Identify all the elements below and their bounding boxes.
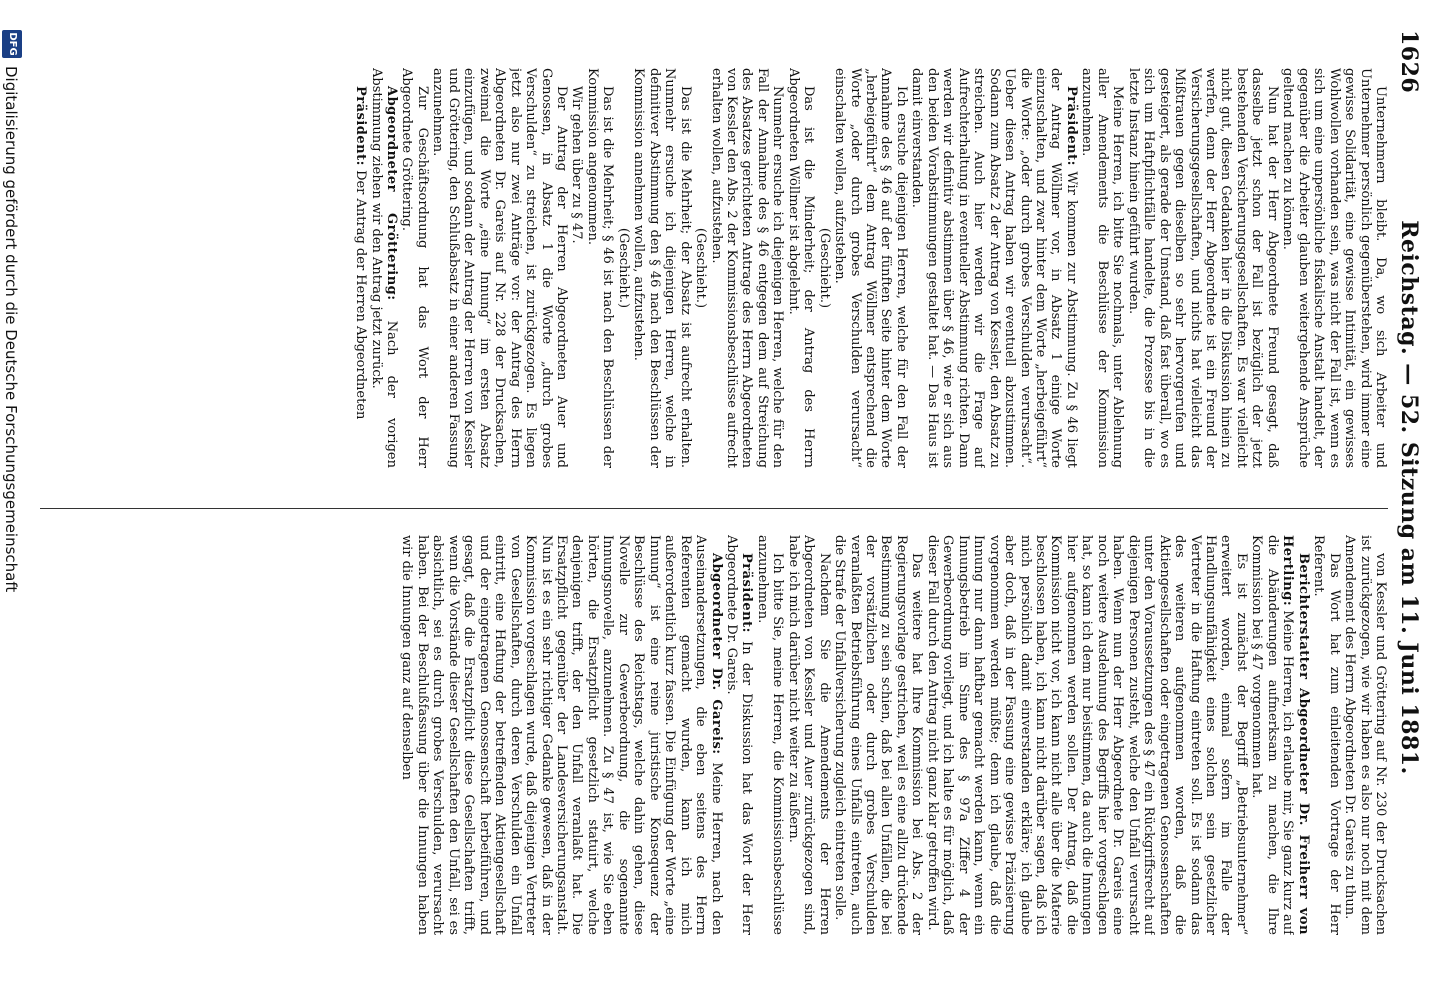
paragraph: [724, 535, 755, 935]
left-text-column: [26, 68, 1388, 468]
paragraph-text: Das weitere hat Ihre Kommission bei Abs. 2 der Regierungsvorlage gestrichen, weil es eine allzu drückende Bestimmung zu sein schien, daß bei allen Unfällen, die bei der vorsätzlichen oder durch grobes Verschulden veranlaßten Betriebsführung eines Unfalls eintreten, auch die Strafe der Unfallversicherung zugleich eintreten solle.: [832, 535, 925, 935]
page-title: Reichstag. — 52. Sitzung am 11. Juni 1881.: [1396, 220, 1422, 775]
speaker-name: Präsident:: [739, 553, 755, 633]
paragraph: [631, 68, 693, 468]
paragraph-text: Zur Geschäftsordnung hat das Wort der Herr Abgeordnete Gröttering.: [399, 68, 430, 468]
paragraph: [584, 68, 615, 468]
paragraph: [615, 68, 630, 468]
paragraph: [399, 535, 724, 935]
paragraph-text: Das Wort hat zum einleitenden Vortrage der Herr Referent.: [1311, 535, 1342, 935]
paragraph-text: Unternehmern bleibt. Da, wo sich Arbeiter und Unternehmer persönlich gegenüberstehen, wird immer eine gewisse Solidarität, eine gewisse Intimität, ein gewisses Wohlwollen vorhanden sein, was nicht der Fall ist, wenn es sich um eine unpersönliche fiskalische Anstalt handelt, der gegenüber die Arbeiter glauben weitergehende Ansprüche geltend machen zu können.: [1280, 68, 1388, 468]
paragraph-text: Nun hat der Herr Abgeordnete Freund gesagt, daß dasselbe jetzt schon der Fall ist bezüglich der jetzt bestehenden Versicherungsgesellschaften. Es war vielleicht nicht gut, diesen Gedanken hier in die Diskussion hinein zu werfen, denn der Herr Abgeordnete ist ein Freund der Versicherungsgesellschaften, und nichts hat vielleicht das Mißtrauen gegen dieselben so sehr hervorgerufen und gesteigert, als gerade der Umstand, daß fast überall, wo es sich um Haftpflichtfälle handelte, die Prozesse bis in die letzte Instanz hinein geführt wurden.: [1125, 68, 1280, 468]
speaker-name: Präsident:: [353, 86, 369, 166]
paragraph: [708, 68, 785, 468]
paragraph-text: Nachdem Sie die Amendements der Herren Abgeordneten von Kessler und Auer zurückgezogen sind, habe ich mich darüber nicht weiter zu äußern.: [785, 535, 832, 935]
right-text-column: [26, 535, 1388, 935]
dfg-logo-icon: DFG: [2, 30, 22, 58]
paragraph-text: Meine Herren, ich bitte Sie nochmals, unter Ablehnung aller Amendements die Beschlüsse der Kommission anzunehmen.: [1079, 68, 1126, 468]
paragraph-text: Das ist die Minderheit; der Antrag des Herrn Abgeordneten Wöllmer ist abgelehnt.: [785, 68, 817, 468]
paragraph-text: Nach der vorigen Abstimmung ziehen wir den Antrag jetzt zurück.: [368, 68, 399, 468]
paragraph: [1311, 535, 1342, 935]
paragraph-text: Es ist zunächst der Begriff „Betriebsunternehmer“ erweitert worden, einmal sofern im Falle der Handlungsunfähigkeit eines solchen sein gesetzlicher Vertreter in die Haftung eintreten soll. Es ist sodann das des weiteren aufgenommen worden, daß die Aktiengesellschaften oder eingetragenen Genossenschaften unter den Voraussetzungen des § 47 ein Rückgriffsrecht auf diejenigen Personen zusteht, welche den Unfall verursacht haben. Wenn nun der Herr Abgeordnete Dr. Gareis eine noch weitere Ausdehnung des Begriffs hier vorgeschlagen hat, so kann ich dem nur beistimmen, da auch die Innungen hier aufgenommen werden sollen. Der Antrag, daß die Kommission nicht vor, ich kann nicht alle über die Materie beschlossen haben, ich kann nicht darüber sagen, daß ich mich persönlich damit einverstanden erkläre; ich glaube aber doch, daß in der Fassung eine gewisse Präzisierung vorgenommen werden müßte; denn ich glaube, daß die Innung nur dann haftbar gemacht werden kann, wenn ein Innungsbetrieb im Sinne des § 97a Ziffer 4 der Gewerbeordnung vorliegt, und ich halte es für möglich, daß dieser Fall durch den Antrag nicht ganz klar getroffen wird.: [924, 535, 1249, 935]
paragraph-text: (Geschieht.): [615, 227, 631, 309]
paragraph: [430, 68, 569, 468]
paragraph: [399, 68, 430, 468]
paragraph: [832, 535, 925, 935]
paragraph: [832, 68, 909, 468]
paragraph: [924, 535, 1249, 935]
paragraph: [1125, 68, 1280, 468]
page-number: 1626: [1396, 30, 1422, 94]
page-header: [1388, 30, 1422, 965]
paragraph: [353, 68, 368, 468]
paragraph: [1342, 535, 1388, 935]
speaker-name: Abgeordneter Gröttering:: [384, 86, 399, 301]
paragraph-text: Der Antrag der Herren Abgeordneten Auer und Genossen, in Absatz 1 die Worte „durch grobes Verschulden“ zu streichen, ist zurückgezogen. Es liegen jetzt also nur zwei Anträge vor: der Antrag des Herrn Abgeordneten Dr. Gareis auf Nr. 228 der Drucksachen, zweimal die Worte „eine Innung“ im ersten Absatz einzufügen, und sodann der Antrag der Herren von Kessler und Gröttering, den Schlußabsatz in einer anderen Fassung anzunehmen.: [430, 68, 569, 468]
column-divider: [40, 508, 1388, 509]
paragraph-text: von Kessler und Gröttering auf Nr. 230 der Drucksachen ist zurückgezogen, wie wir haben es also nur noch mit dem Amendement des Herrn Abgeordneten Dr. Gareis zu thun.: [1342, 535, 1388, 935]
paragraph: [909, 68, 1079, 468]
paragraph: [693, 68, 708, 468]
digitization-footer: [0, 30, 24, 970]
paragraph: [1249, 535, 1311, 935]
paragraph: [785, 68, 816, 468]
paragraph-text: Meine Herren, ich erlaube mir, Sie ganz kurz auf die Abänderungen aufmerksam zu machen, die Ihre Kommission bei § 47 vorgenommen hat.: [1249, 535, 1296, 935]
footer-credit-text: Digitalisierung gefördert durch die Deutsche Forschungsgemeinschaft: [2, 66, 20, 593]
paragraph-text: Das ist die Mehrheit; § 46 ist nach den Beschlüssen der Kommission angenommen.: [584, 68, 616, 468]
paragraph-text: Wir kommen zur Abstimmung. Zu § 46 liegt der Antrag Wöllmer vor, in Absatz 1 einige Worte einzuschalten, und zwar hinter dem Worte „herbeigeführt“ die Worte: „oder durch grobes Verschulden verursacht“. Ueber diesen Antrag haben wir eventuell abzustimmen. Sodann zum Absatz 2 der Antrag von Kessler, den Absatz zu streichen. Auch hier werden wir die Frage auf Aufrechterhaltung in eventueller Abstimmung richten. Dann werden wir definitiv abstimmen über § 46, wie er sich aus den beiden Vorabstimmungen gestaltet hat. — Das Haus ist damit einverstanden.: [909, 68, 1079, 468]
paragraph-text: Der Antrag der Herren Abgeordneten: [353, 170, 369, 420]
paragraph: [368, 68, 399, 468]
paragraph-text: Wir gehen über zu § 47.: [569, 86, 585, 244]
paragraph: [754, 535, 785, 935]
paragraph: [1280, 68, 1388, 468]
paragraph: [785, 535, 831, 935]
paragraph-text: Meine Herren, nach den Auseinandersetzungen, die eben seitens des Herrn Referenten gemacht wurden, kann ich mich außerordentlich kurz fassen. Die Einfügung der Worte „eine Innung“ ist eine reine juristische Konsequenz der Beschlüsse des Reichstags, welche dahin gehen, diese Novelle zur Gewerbeordnung, die sogenannte Innungsnovelle, anzunehmen. Zu § 47 ist, wie Sie eben hörten, die Ersatzpflicht gesetzlich statuirt, welche denjenigen trifft, der den Unfall veranlaßt hat. Die Ersatzpflicht gegenüber der Landesversicherungsanstalt. Nun ist es ein sehr richtiger Gedanke gewesen, daß in der Kommission vorgeschlagen wurde, daß diejenigen Vertreter von Gesellschaften, durch deren Verschulden ein Unfall eintritt, eine Haftung der betreffenden Aktiengesellschaft und der eingetragenen Genossenschaft herbeiführen, und gesagt, daß die Ersatzpflicht diese Gesellschaften trifft, wenn die Vorstände dieser Gesellschaften den Unfall, sei es absichtlich, sei es durch grobes Verschulden, verursacht haben. Bei der Beschlußfassung über die Innungen haben wir die Innungen ganz auf denselben: [399, 535, 724, 935]
paragraph: [1079, 68, 1125, 468]
paragraph-text: Ich ersuche diejenigen Herren, welche für den Fall der Annahme des § 46 auf der fünften Seite hinter dem Worte „herbeigeführt“ dem Antrag Wöllmer entsprechend die Worte „oder durch grobes Verschulden verursacht“ einschalten wollen, aufzustehen.: [832, 68, 909, 468]
speaker-name: Präsident:: [1063, 86, 1079, 166]
paragraph-text: Das ist die Mehrheit; der Absatz ist aufrecht erhalten. Nunmehr ersuche ich diejenigen Herren, welche in definitiver Abstimmung den § 46 nach den Beschlüssen der Kommission annehmen wollen, aufzustehen.: [631, 68, 693, 468]
speaker-name: Berichterstatter Abgeordneter Dr. Freiherr von Hertling:: [1280, 535, 1311, 935]
speaker-name: Abgeordneter Dr. Gareis:: [708, 553, 724, 755]
paragraph-text: In der Diskussion hat das Wort der Herr Abgeordnete Dr. Gareis.: [723, 535, 755, 935]
paragraph-text: (Geschieht.): [816, 227, 832, 309]
paragraph: [569, 68, 584, 468]
paragraph-text: Nunmehr ersuche ich diejenigen Herren, welche für den Fall der Annahme des § 46 entgegen dem auf Streichung des Absatzes gerichteten Antrage des Herrn Abgeordneten von Kessler den Abs. 2 der Kommissionsbeschlüsse aufrecht erhalten wollen, aufzustehen.: [708, 68, 786, 468]
paragraph: [816, 68, 831, 468]
paragraph-text: Ich bitte Sie, meine Herren, die Kommissionsbeschlüsse anzunehmen.: [754, 535, 786, 935]
paragraph-text: (Geschieht.): [693, 227, 709, 309]
